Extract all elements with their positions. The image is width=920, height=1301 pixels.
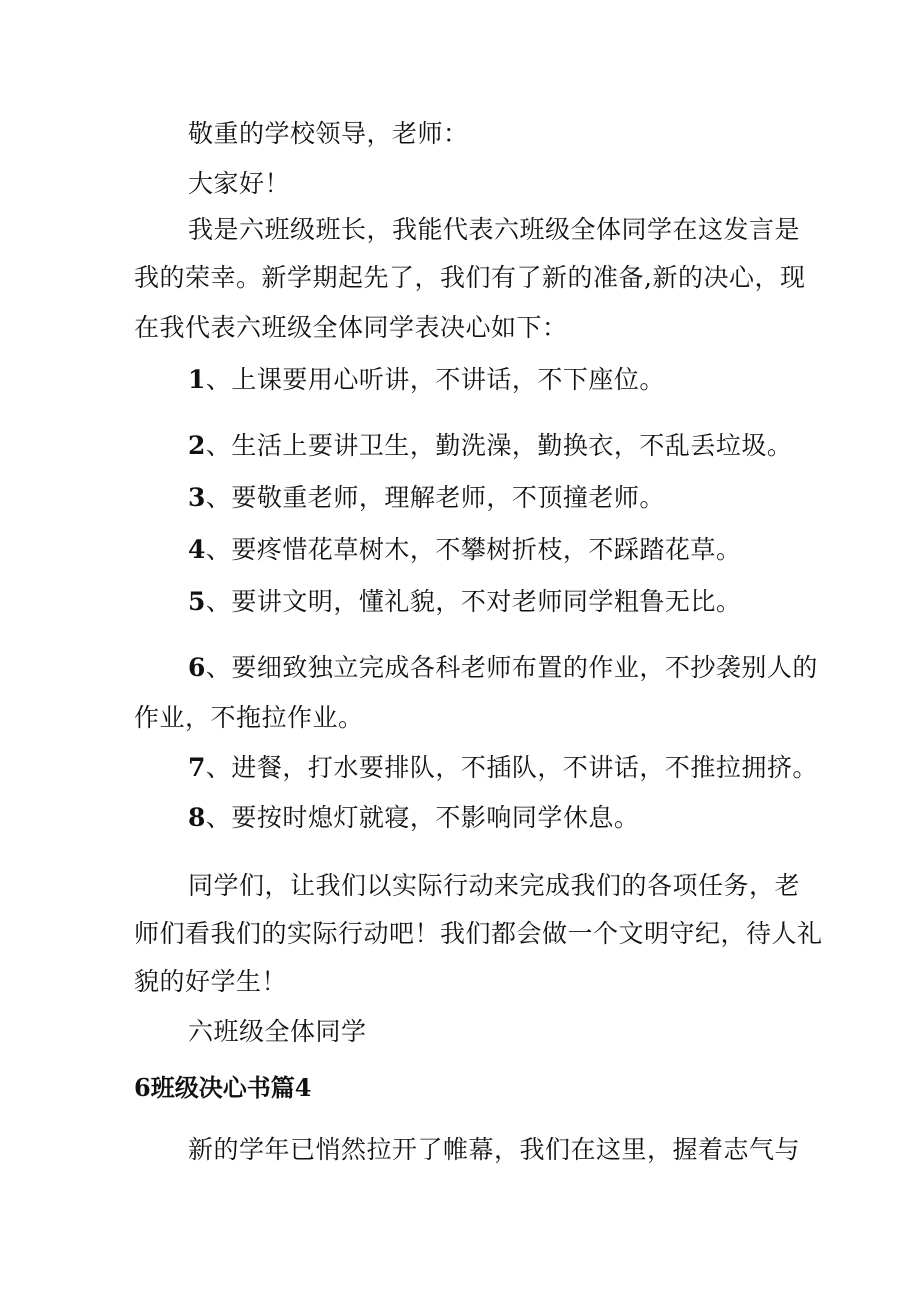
list-item-number: 1 xyxy=(188,365,206,394)
salutation: 敬重的学校领导，老师： xyxy=(188,119,469,148)
list-item-text: 、生活上要讲卫生，勤洗澡，勤换衣，不乱丢垃圾。 xyxy=(205,431,793,460)
list-item-6-continuation: 作业，不拖拉作业。 xyxy=(134,703,364,732)
list-item-number: 3 xyxy=(188,483,206,512)
list-item-text: 、要讲文明，懂礼貌，不对老师同学粗鲁无比。 xyxy=(205,587,742,616)
list-item-6 xyxy=(188,652,818,684)
list-item-text: 、上课要用心听讲，不讲话，不下座位。 xyxy=(205,365,665,394)
list-item-number: 6 xyxy=(188,653,206,682)
list-item-8 xyxy=(188,802,639,834)
closing-line-3: 貌的好学生！ xyxy=(134,967,288,996)
list-item-4 xyxy=(188,534,741,566)
list-item-text: 、要细致独立完成各科老师布置的作业，不抄袭别人的 xyxy=(205,653,818,682)
intro-line-3: 在我代表六班级全体同学表决心如下： xyxy=(134,313,568,342)
list-item-3 xyxy=(188,482,665,514)
signature: 六班级全体同学 xyxy=(188,1017,367,1046)
list-item-number: 2 xyxy=(188,431,206,460)
closing-line-2: 师们看我们的实际行动吧！我们都会做一个文明守纪，待人礼 xyxy=(134,919,823,948)
intro-line-1: 我是六班级班长，我能代表六班级全体同学在这发言是 xyxy=(188,215,801,244)
list-item-text: 、要按时熄灯就寝，不影响同学休息。 xyxy=(205,803,640,832)
list-item-number: 5 xyxy=(188,587,206,616)
greeting: 大家好！ xyxy=(188,169,291,198)
list-item-number: 8 xyxy=(188,803,206,832)
list-item-2 xyxy=(188,430,792,462)
list-item-text: 、要疼惜花草树木，不攀树折枝，不踩踏花草。 xyxy=(205,535,742,564)
next-paragraph-line: 新的学年已悄然拉开了帷幕，我们在这里，握着志气与 xyxy=(188,1135,801,1164)
list-item-7 xyxy=(188,752,818,784)
list-item-number: 7 xyxy=(188,753,206,782)
intro-line-2: 我的荣幸。新学期起先了，我们有了新的准备,新的决心，现 xyxy=(134,263,806,292)
list-item-text: 、要敬重老师，理解老师，不顶撞老师。 xyxy=(205,483,665,512)
list-item-1 xyxy=(188,364,665,396)
list-item-text: 、进餐，打水要排队，不插队，不讲话，不推拉拥挤。 xyxy=(205,753,818,782)
closing-line-1: 同学们，让我们以实际行动来完成我们的各项任务，老 xyxy=(188,871,801,900)
list-item-number: 4 xyxy=(188,535,206,564)
list-item-5 xyxy=(188,586,741,618)
section-heading: 6班级决心书篇4 xyxy=(134,1073,312,1102)
